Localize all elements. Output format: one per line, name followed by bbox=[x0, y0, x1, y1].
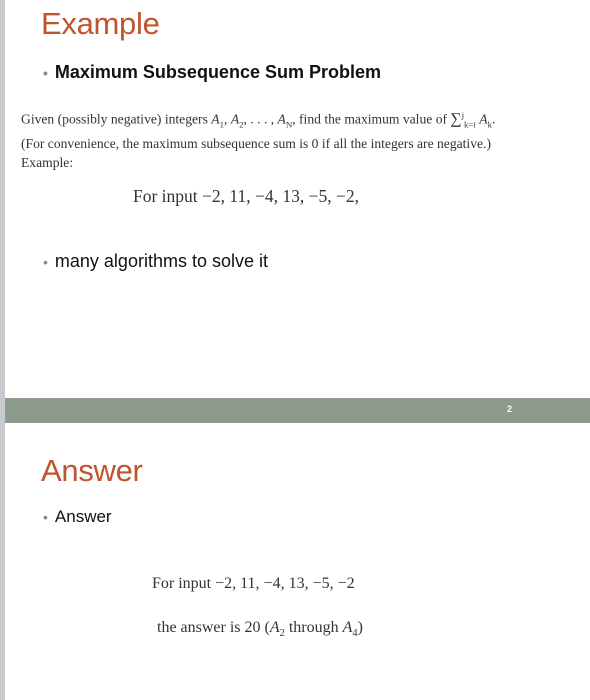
answer-prefix: the answer is 20 ( bbox=[157, 619, 270, 636]
bullet-dot-icon: • bbox=[43, 254, 48, 270]
slide-answer bbox=[5, 423, 590, 700]
bullet-algorithms bbox=[43, 251, 268, 272]
var-a: A bbox=[211, 111, 220, 127]
answer-suffix: ) bbox=[357, 619, 363, 636]
answer-input: For input −2, 11, −4, 13, −5, −2 bbox=[152, 575, 355, 592]
bullet-text: many algorithms to solve it bbox=[54, 251, 268, 271]
given-prefix: Given (possibly negative) integers bbox=[21, 111, 212, 127]
sum-upper: j bbox=[461, 110, 465, 120]
page-number: 2 bbox=[506, 404, 512, 414]
var-a: A bbox=[269, 619, 280, 636]
var-a: A bbox=[230, 111, 240, 127]
var-a: A bbox=[342, 619, 353, 636]
example-label: Example: bbox=[21, 155, 74, 171]
seq-sep: , bbox=[224, 111, 231, 127]
sum-term-sub: k bbox=[487, 119, 493, 130]
slide-footer-bar bbox=[5, 398, 590, 423]
seq-dots: , . . . , bbox=[243, 111, 278, 127]
sub-1: 1 bbox=[219, 119, 225, 130]
sub-n: N bbox=[285, 119, 293, 130]
var-a: A bbox=[277, 111, 286, 127]
slide-example bbox=[5, 0, 590, 398]
sum-lower: k=i bbox=[464, 119, 476, 130]
sub-start: 2 bbox=[279, 628, 285, 640]
bullet-problem bbox=[43, 62, 381, 83]
sum-term: A bbox=[479, 111, 488, 127]
statement-line-1 bbox=[21, 106, 586, 134]
bullet-answer bbox=[43, 507, 112, 527]
statement-line-2: (For convenience, the maximum subsequence sum is 0 if all the integers are negative.) bbox=[21, 136, 491, 152]
given-suffix: , find the maximum value of bbox=[292, 111, 451, 127]
bullet-text: Maximum Subsequence Sum Problem bbox=[54, 62, 381, 82]
slide-title: Answer bbox=[41, 453, 143, 488]
answer-through: through bbox=[284, 619, 343, 636]
sub-2: 2 bbox=[239, 119, 244, 130]
bullet-text: Answer bbox=[54, 507, 112, 526]
answer-result bbox=[157, 619, 363, 639]
bullet-dot-icon: • bbox=[43, 509, 48, 525]
sub-end: 4 bbox=[352, 628, 358, 640]
slide-title: Example bbox=[41, 6, 160, 41]
example-input: For input −2, 11, −4, 13, −5, −2, bbox=[133, 186, 359, 206]
bullet-dot-icon: • bbox=[43, 65, 48, 81]
sum-symbol-icon: ∑ bbox=[450, 110, 462, 128]
problem-statement bbox=[21, 106, 586, 172]
period: . bbox=[492, 111, 496, 127]
